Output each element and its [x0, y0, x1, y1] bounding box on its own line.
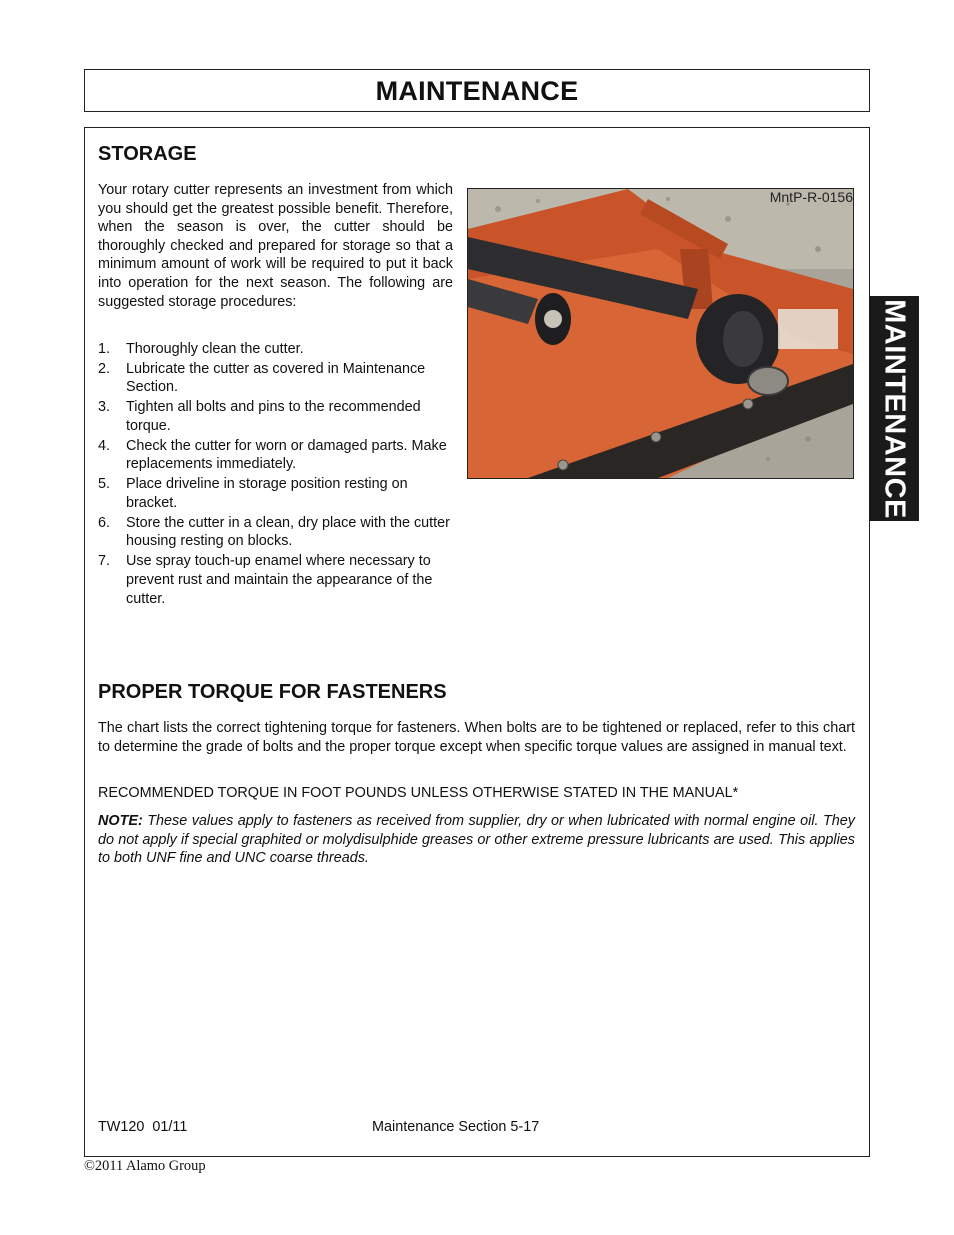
footer-section: Maintenance Section 5-17	[372, 1119, 540, 1135]
storage-heading: STORAGE	[98, 143, 197, 165]
list-item	[98, 437, 454, 474]
step-text: Use spray touch-up enamel where necessary to prevent rust and maintain the appearance of the cutter.	[126, 553, 433, 607]
header-title: MAINTENANCE	[375, 76, 579, 106]
torque-recommendation: RECOMMENDED TORQUE IN FOOT POUNDS UNLESS OTHERWISE STATED IN THE MANUAL*	[98, 785, 739, 801]
list-item	[98, 398, 454, 435]
step-text: Thoroughly clean the cutter.	[126, 341, 304, 357]
step-number: 2.	[98, 360, 111, 377]
step-text: Place driveline in storage position resting on bracket.	[126, 476, 408, 511]
footer-model: TW120 01/11	[98, 1119, 188, 1135]
page-header	[84, 69, 870, 112]
storage-intro-paragraph: Your rotary cutter represents an investment from which you should get the greatest possible benefit. Therefore, when the season is over, the cutter should be thoroughly checked and prepared for storage so that a minimum amount of work will be required to put it back into operation for the next season. The following are suggested storage procedures:	[98, 182, 453, 310]
driveline-storage-photo	[467, 188, 854, 479]
step-number: 3.	[98, 399, 111, 416]
torque-heading: PROPER TORQUE FOR FASTENERS	[98, 681, 447, 703]
section-side-tab	[869, 296, 919, 521]
step-text: Tighten all bolts and pins to the recommended torque.	[126, 399, 421, 434]
step-text: Lubricate the cutter as covered in Maintenance Section.	[126, 360, 426, 396]
torque-note	[98, 812, 855, 868]
footer-copyright: ©2011 Alamo Group	[84, 1158, 206, 1174]
step-number: 4.	[98, 437, 111, 454]
step-number: 1.	[98, 341, 111, 357]
step-number: 6.	[98, 514, 111, 531]
side-tab-label: MAINTENANCE	[878, 298, 911, 519]
torque-intro-paragraph: The chart lists the correct tightening torque for fasteners. When bolts are to be tightened or replaced, refer to this chart to determine the grade of bolts and the proper torque except when specific torque values are assigned in manual text.	[98, 720, 855, 755]
step-text: Store the cutter in a clean, dry place with the cutter housing resting on blocks.	[126, 514, 450, 550]
photo-illustration	[468, 189, 853, 478]
list-item	[98, 360, 454, 397]
step-text: Check the cutter for worn or damaged parts. Make replacements immediately.	[126, 437, 447, 473]
list-item	[98, 552, 454, 608]
list-item	[98, 340, 454, 359]
step-number: 5.	[98, 476, 111, 493]
note-label: NOTE:	[98, 813, 143, 829]
storage-steps-list	[98, 340, 454, 609]
photo-reference-code: MntP-R-0156	[769, 189, 853, 205]
list-item	[98, 475, 454, 512]
list-item	[98, 514, 454, 551]
step-number: 7.	[98, 553, 111, 570]
note-text: These values apply to fasteners as received from supplier, dry or when lubricated with normal engine oil. They do not apply if special graphited or molydisulphide greases or other extreme pressure lubricants are used. This applies to both UNF fine and UNC coarse threads.	[98, 813, 855, 867]
